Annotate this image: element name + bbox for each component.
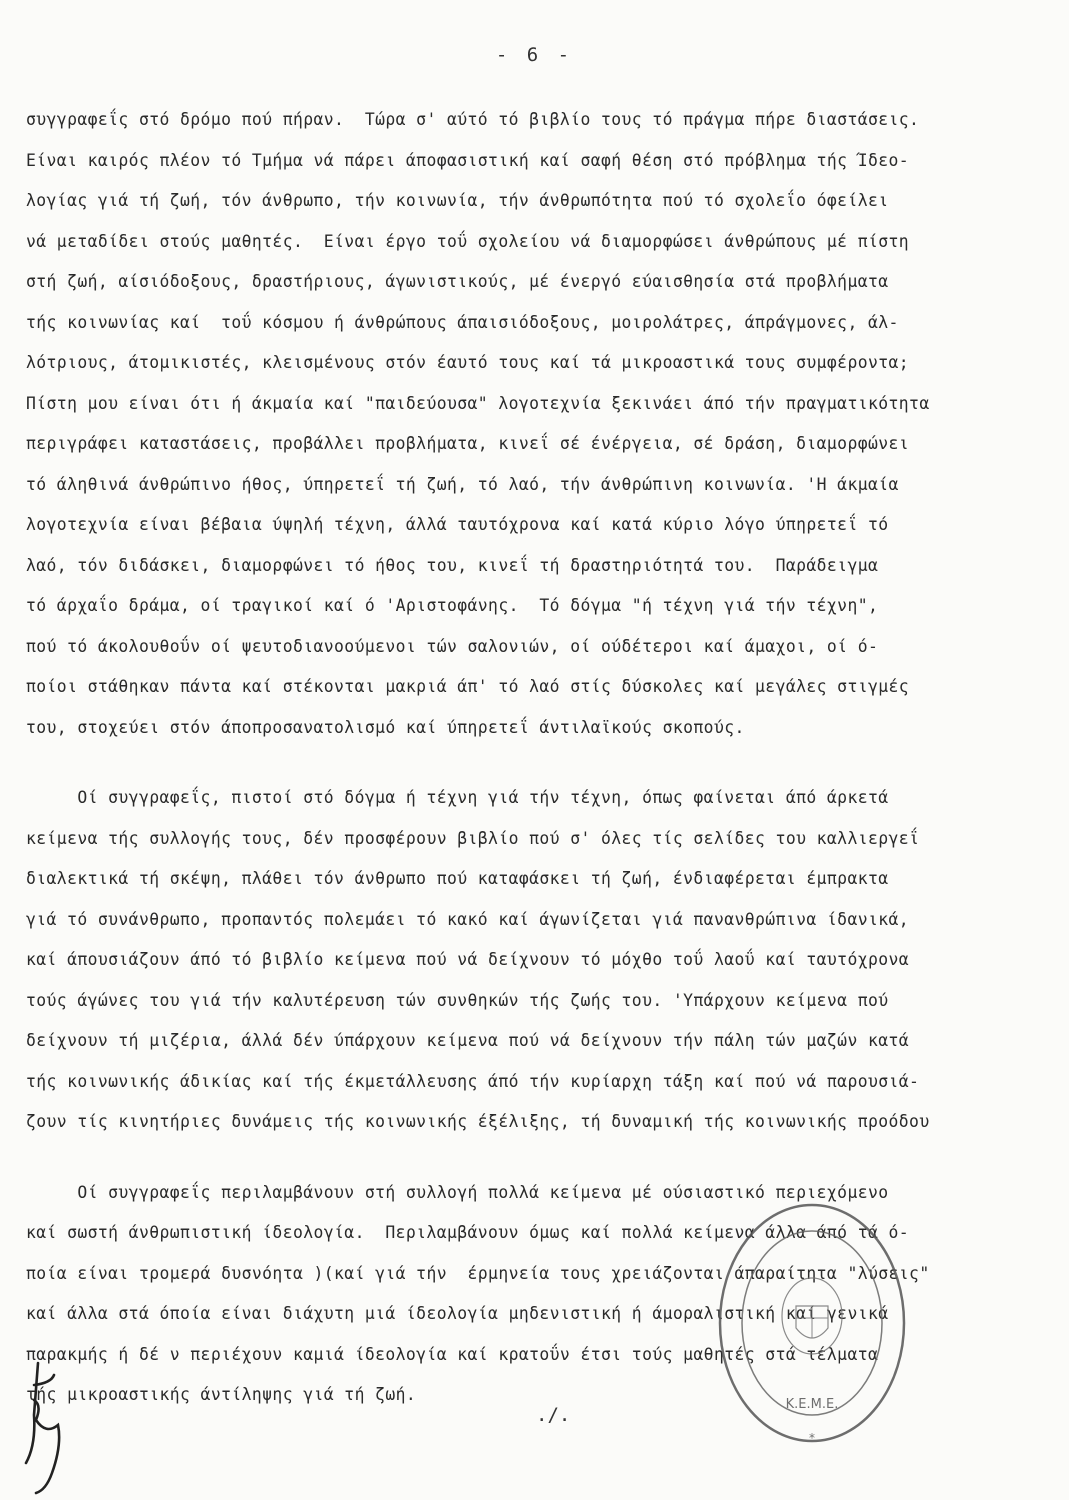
text-line: δείχνουν τή μιζέρια, άλλά δέν ύπάρχουν κείμενα πού νά δείχνουν τήν πάλη τών μαζών κατά bbox=[26, 1031, 910, 1050]
text-line: στή ζωή, αίσιόδοξους, δραστήριους, άγωνιστικούς, μέ ένεργό εύαισθησία στά προβλήματα bbox=[26, 272, 889, 291]
text-line: λογίας γιά τή ζωή, τόν άνθρωπο, τήν κοινωνία, τήν άνθρωπότητα πού τό σχολεΐο όφείλει bbox=[26, 191, 889, 210]
text-line: Οί συγγραφεΐς, πιστοί στό δόγμα ή τέχνη γιά τήν τέχνη, όπως φαίνεται άπό άρκετά bbox=[26, 788, 889, 807]
text-line: ζουν τίς κινητήριες δυνάμεις τής κοινωνικής έξέλιξης, τή δυναμική τής κοινωνικής προόδου bbox=[26, 1112, 930, 1131]
text-line: Είναι καιρός πλέον τό Τμήμα νά πάρει άποφασιστική καί σαφή θέση στό πρόβλημα τής Ίδεο- bbox=[26, 150, 910, 170]
text-line: Πίστη μου είναι ότι ή άκμαία καί "παιδεύουσα" λογοτεχνία ξεκινάει άπό τήν πραγματικότητα bbox=[26, 393, 930, 413]
text-line: νά μεταδίδει στούς μαθητές. Είναι έργο τοΰ σχολείου νά διαμορφώσει άνθρώπους μέ πίστη bbox=[26, 231, 910, 251]
text-line: ποίοι στάθηκαν πάντα καί στέκονται μακριά άπ' τό λαό στίς δύσκολες καί μεγάλες στιγμές bbox=[26, 677, 910, 696]
text-line: τής κοινωνίας καί τοΰ κόσμου ή άνθρώπους άπαισιόδοξους, μοιρολάτρες, άπράγμονες, άλ- bbox=[26, 312, 899, 332]
text-line: Οί συγγραφεΐς περιλαμβάνουν στή συλλογή πολλά κείμενα μέ ούσιαστικό περιεχόμενο bbox=[26, 1182, 889, 1202]
text-line: λαό, τόν διδάσκει, διαμορφώνει τό ήθος του, κινεΐ τή δραστηριότητά του. Παράδειγμα bbox=[26, 555, 879, 575]
text-line: τής κοινωνικής άδικίας καί τής έκμετάλλευσης άπό τήν κυρίαρχη τάξη καί πού νά παρουσιά- bbox=[26, 1071, 920, 1091]
paragraph-2 bbox=[26, 778, 1056, 1143]
text-line: τό άρχαΐο δράμα, οί τραγικοί καί ό 'Αριστοφάνης. Τό δόγμα "ή τέχνη γιά τήν τέχνη", bbox=[26, 596, 879, 615]
closing-mark: ./. bbox=[536, 1404, 571, 1426]
text-line: διαλεκτικά τή σκέψη, πλάθει τόν άνθρωπο πού καταφάσκει τή ζωή, ένδιαφέρεται έμπρακτα bbox=[26, 869, 889, 888]
stamp-bottom-text: Κ.Ε.Μ.Ε. bbox=[785, 1397, 839, 1412]
text-line: τό άληθινά άνθρώπινο ήθος, ύπηρετεΐ τή ζωή, τό λαό, τήν άνθρώπινη κοινωνία. 'Η άκμαία bbox=[26, 474, 899, 494]
text-line: καί άλλα στά όποία είναι διάχυτη μιά ίδεολογία μηδενιστική ή άμοραλιστική καί γενικά bbox=[26, 1304, 889, 1323]
text-line: παρακμής ή δέ ν περιέχουν καμιά ίδεολογία καί κρατοΰν έτσι τούς μαθητές στά τέλματα bbox=[26, 1344, 879, 1364]
text-line: καί σωστή άνθρωπιστική ίδεολογία. Περιλαμβάνουν όμως καί πολλά κείμενα άλλα άπό τά ό- bbox=[26, 1223, 910, 1242]
text-line: καί άπουσιάζουν άπό τό βιβλίο κείμενα πού νά δείχνουν τό μόχθο τοΰ λαοΰ καί ταυτόχρονα bbox=[26, 950, 910, 969]
text-line: λότριους, άτομικιστές, κλεισμένους στόν έαυτό τους καί τά μικροαστικά τους συμφέροντα; bbox=[26, 353, 910, 372]
text-line: κείμενα τής συλλογής τους, δέν προσφέρουν βιβλίο πού σ' όλες τίς σελίδες του καλλιεργεΐ bbox=[26, 828, 920, 848]
paragraph-1 bbox=[26, 100, 1056, 748]
text-line: τής μικροαστικής άντίληψης γιά τή ζωή. bbox=[26, 1385, 417, 1404]
text-line: του, στοχεύει στόν άποπροσανατολισμό καί ύπηρετεΐ άντιλαϊκούς σκοπούς. bbox=[26, 717, 745, 737]
text-line: λογοτεχνία είναι βέβαια ύψηλή τέχνη, άλλά ταυτόχρονα καί κατά κύριο λόγο ύπηρετεΐ τό bbox=[26, 515, 889, 534]
svg-text:*: * bbox=[809, 1431, 815, 1445]
official-stamp bbox=[712, 1198, 912, 1448]
page-number: - 6 - bbox=[495, 44, 574, 66]
text-line: πού τό άκολουθοΰν οί ψευτοδιανοούμενοι τών σαλονιών, οί ούδέτεροι καί άμαχοι, οί ό- bbox=[26, 636, 879, 656]
paragraph-gap bbox=[26, 748, 1056, 778]
handwritten-signature bbox=[6, 1345, 76, 1495]
text-line: τούς άγώνες του γιά τήν καλυτέρευση τών συνθηκών τής ζωής του. 'Υπάρχουν κείμενα πού bbox=[26, 990, 889, 1010]
text-line: ποία είναι τρομερά δυσνόητα )(καί γιά τήν έρμηνεία τους χρειάζονται άπαραίτητα "λύσεις" bbox=[26, 1263, 930, 1283]
text-line: συγγραφεΐς στό δρόμο πού πήραν. Τώρα σ' αύτό τό βιβλίο τους τό πράγμα πήρε διαστάσεις. bbox=[26, 110, 920, 129]
text-line: περιγράφει καταστάσεις, προβάλλει προβλήματα, κινεΐ σέ ένέργεια, σέ δράση, διαμορφώνει bbox=[26, 434, 910, 453]
paragraph-gap bbox=[26, 1143, 1056, 1173]
text-line: γιά τό συνάνθρωπο, προπαντός πολεμάει τό κακό καί άγωνίζεται γιά πανανθρώπινα ίδανικά, bbox=[26, 909, 910, 929]
